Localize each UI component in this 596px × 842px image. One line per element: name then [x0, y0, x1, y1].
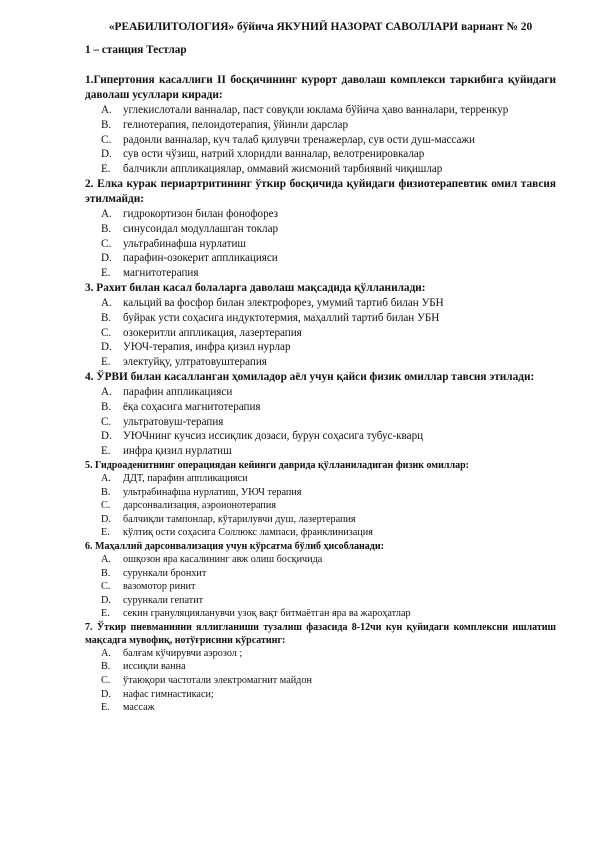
option-text: балғам кўчирувчи аэрозол ; — [123, 647, 243, 659]
answer-option — [101, 607, 556, 621]
option-letter: C. — [101, 581, 111, 593]
option-letter: B. — [101, 118, 112, 131]
option-letter: C. — [101, 415, 112, 428]
option-letter: A. — [101, 553, 111, 565]
option-text: магнитотерапия — [123, 267, 199, 280]
answer-option — [101, 118, 556, 133]
option-text: ультратовуш-терапия — [123, 415, 224, 428]
option-text: ошқозон яра касалининг авж олиш босқичида — [123, 553, 323, 565]
option-text: инфра қизил нурлатиш — [123, 445, 232, 458]
option-letter: C. — [101, 133, 112, 146]
question-text: 4. ЎРВИ билан касалланган ҳомиладор аёл учун қайси физик омиллар тавсия этилади: — [85, 370, 535, 383]
option-letter: D. — [101, 688, 111, 700]
answer-option — [101, 647, 556, 661]
answer-option — [101, 701, 556, 715]
option-text: парафин аппликацияси — [123, 385, 233, 398]
option-text: кальций ва фосфор билан электрофорез, умумий тартиб билан УБН — [123, 296, 444, 309]
option-text: балчикли аппликациялар, оммавий жисмоний тарбиявий чиқишлар — [123, 163, 443, 176]
option-letter: E. — [101, 608, 110, 620]
option-text: ДДТ, парафин аппликацияси — [123, 472, 248, 484]
option-letter: D. — [101, 252, 112, 265]
option-letter: A. — [101, 647, 111, 659]
question-block — [85, 281, 556, 370]
answer-option — [101, 499, 556, 513]
option-letter: D. — [101, 594, 111, 606]
question-text: 2. Елка курак периартритининг ўткир босқичида қуйидаги физиотерапевтик омил тавсия этилмайди: — [85, 177, 556, 205]
option-letter: D. — [101, 430, 112, 443]
answer-option — [101, 444, 556, 459]
option-letter: E. — [101, 702, 110, 714]
option-letter: B. — [101, 486, 111, 498]
option-letter: E. — [101, 445, 111, 458]
answer-option — [101, 311, 556, 326]
question-text: 5. Гидроаденитнинг операциядан кейинги даврида қўлланиладиган физик омиллар: — [85, 459, 469, 471]
option-letter: A. — [101, 104, 112, 116]
question-block — [85, 540, 556, 621]
option-letter: D. — [101, 513, 111, 525]
option-text: УЮЧ-терапия, инфра қизил нурлар — [123, 341, 291, 354]
answer-option — [101, 147, 556, 162]
answer-option — [101, 513, 556, 527]
answer-option — [101, 567, 556, 581]
answer-option — [101, 340, 556, 355]
option-letter: C. — [101, 500, 111, 512]
option-letter: B. — [101, 661, 111, 673]
option-text: буйрак усти соҳасига индуктотермия, маҳаллий тартиб билан УБН — [123, 311, 440, 324]
option-letter: A. — [101, 472, 111, 484]
option-letter: D. — [101, 341, 112, 354]
option-text: углекислотали ванналар, паст совуқли юклама бўйича ҳаво ванналари, терренкур — [123, 104, 509, 116]
option-text: ультрабинафша нурлатиш, УЮЧ терапия — [123, 486, 302, 498]
question-text: 6. Маҳаллий дарсонвализация учун кўрсатма бўлиб ҳисобланади: — [85, 540, 384, 552]
answer-option — [101, 207, 556, 222]
option-text: УЮЧнинг кучсиз иссиқлик дозаси, бурун соҳасига тубус-кварц — [123, 430, 424, 443]
option-letter: E. — [101, 527, 110, 539]
option-letter: B. — [101, 400, 112, 413]
option-letter: C. — [101, 675, 111, 687]
answer-options — [101, 472, 556, 540]
question-text: 1.Гипертония касаллиги II босқичининг курорт даволаш комплекси таркибига қуйидаги даволаш усуллари киради: — [85, 74, 556, 101]
option-text: секин грануляцияланувчи узоқ вақт битмаётган яра ва жароҳатлар — [123, 608, 411, 620]
option-letter: A. — [101, 296, 112, 309]
option-letter: D. — [101, 148, 112, 161]
answer-option — [101, 326, 556, 341]
option-letter: B. — [101, 222, 112, 235]
option-text: ўтаюқори частотали электромагнит майдон — [123, 675, 312, 687]
answer-option — [101, 674, 556, 688]
answer-options — [101, 647, 556, 715]
question-text: 3. Рахит билан касал болаларга даволаш мақсадида қўлланилади: — [85, 281, 426, 294]
answer-option — [101, 429, 556, 444]
question-block — [85, 459, 556, 540]
option-text: гидрокортизон билан фонофорез — [123, 207, 279, 220]
option-text: гелиотерапия, пелоидотерапия, ўйинли дарслар — [123, 118, 349, 131]
option-text: балчиқли тампонлар, кўтарилувчи душ, лазертерапия — [123, 513, 356, 525]
option-text: вазомотор ринит — [123, 581, 196, 593]
answer-option — [101, 385, 556, 400]
answer-options — [101, 385, 556, 459]
option-letter: C. — [101, 237, 112, 250]
answer-option — [101, 162, 556, 177]
answer-option — [101, 266, 556, 281]
answer-option — [101, 553, 556, 567]
option-text: сув ости чўзиш, натрий хлоридли ванналар, велотренировкалар — [123, 148, 425, 161]
answer-options — [101, 207, 556, 281]
answer-options — [101, 553, 556, 621]
option-text: озокеритли аппликация, лазертерапия — [123, 326, 302, 339]
option-letter: B. — [101, 311, 112, 324]
answer-option — [101, 355, 556, 370]
option-letter: C. — [101, 326, 112, 339]
answer-option — [101, 580, 556, 594]
question-block — [85, 621, 556, 715]
option-text: радонли ванналар, куч талаб қилувчи тренажерлар, сув ости душ-массажи — [123, 133, 475, 146]
answer-option — [101, 251, 556, 266]
question-block — [85, 73, 556, 177]
station-title: 1 – станция Тестлар — [85, 44, 187, 56]
option-letter: E. — [101, 267, 111, 280]
option-letter: A. — [101, 385, 112, 398]
answer-option — [101, 526, 556, 540]
question-block — [85, 370, 556, 459]
option-text: иссиқли ванна — [123, 661, 186, 673]
answer-option — [101, 472, 556, 486]
answer-option — [101, 133, 556, 148]
answer-option — [101, 660, 556, 674]
option-text: массаж — [123, 702, 155, 714]
answer-option — [101, 237, 556, 252]
option-text: сурункали гепатит — [123, 594, 204, 606]
answer-option — [101, 486, 556, 500]
document-header: «РЕАБИЛИТОЛОГИЯ» бўйича ЯКУНИЙ НАЗОРАТ САВОЛЛАРИ вариант № 20 — [108, 21, 533, 33]
option-text: электуйқу, ултратовуштерапия — [123, 356, 267, 369]
option-text: парафин-озокерит аппликацияси — [123, 252, 278, 265]
option-text: ёқа соҳасига магнитотерапия — [123, 400, 261, 413]
answer-options — [101, 103, 556, 177]
answer-option — [101, 103, 556, 118]
question-block — [85, 177, 556, 281]
question-text: 7. Ўткир пневманияни яллигланиши тузалиш фазасида 8-12чи кун қуйидаги комплексни ишлатиш мақсадга мувофиқ, нотўғрисини кўрсатинг: — [85, 621, 556, 646]
option-letter: E. — [101, 163, 111, 176]
answer-option — [101, 222, 556, 237]
option-letter: A. — [101, 207, 112, 220]
option-text: синусоидал модуллашган токлар — [123, 222, 279, 235]
answer-option — [101, 400, 556, 415]
option-text: кўлтиқ ости соҳасига Соллюкс лампаси, франклинизация — [123, 527, 373, 539]
answer-option — [101, 296, 556, 311]
option-text: ультрабинафша нурлатиш — [123, 237, 246, 250]
answer-options — [101, 296, 556, 370]
questions-list — [85, 73, 556, 715]
answer-option — [101, 415, 556, 430]
option-text: нафас гимнастикаси; — [123, 688, 214, 700]
option-text: сурункали бронхит — [123, 567, 207, 579]
option-letter: E. — [101, 356, 111, 369]
option-letter: B. — [101, 567, 111, 579]
answer-option — [101, 688, 556, 702]
answer-option — [101, 594, 556, 608]
option-text: дарсонвализация, аэроионотерапия — [123, 500, 277, 512]
